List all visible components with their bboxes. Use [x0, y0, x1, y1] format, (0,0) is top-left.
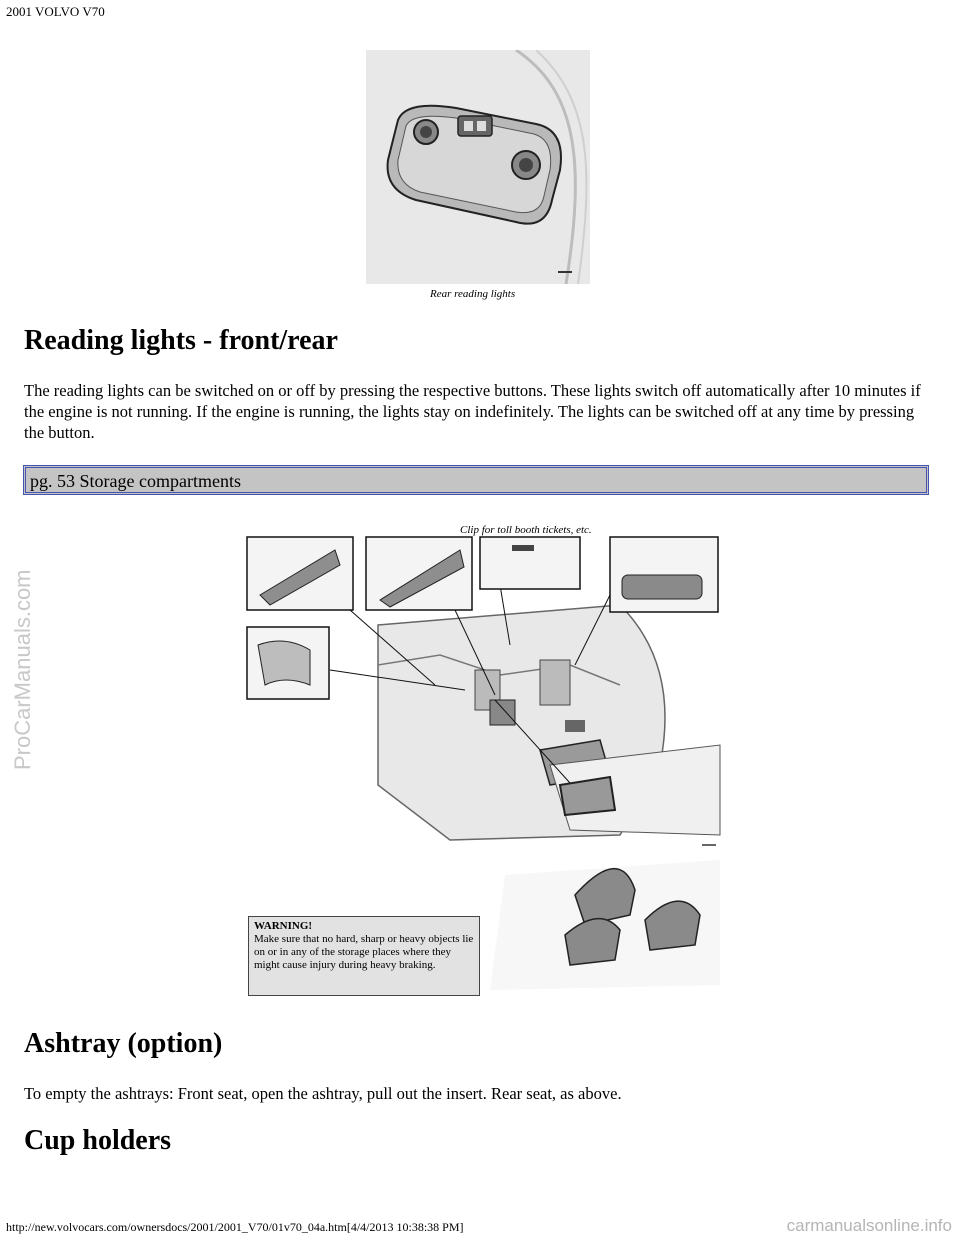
warning-box [248, 916, 480, 996]
watermark-procarmanuals: ProCarManuals.com [10, 569, 35, 770]
section-heading-reading-lights: Reading lights - front/rear [24, 325, 338, 356]
warning-text: Make sure that no hard, sharp or heavy objects lie on or in any of the storage places where they might cause injury during heavy braking. [254, 933, 474, 971]
reading-lights-paragraph: The reading lights can be switched on or off by pressing the respective buttons. These lights switch off automatically after 10 minutes if the engine is not running. If the engine is running, the lights stay on indefinitely. The lights can be switched off at any time by pressing the button. [24, 381, 921, 442]
rear-reading-lights-illustration [366, 50, 590, 302]
watermark-carmanualsonline: carmanualsonline.info [786, 1216, 952, 1235]
toll-clip-caption: Clip for toll booth tickets, etc. [460, 524, 592, 536]
section-heading-ashtray: Ashtray (option) [24, 1028, 223, 1059]
section-bar-storage [23, 465, 929, 495]
section-heading-cup-holders: Cup holders [24, 1125, 172, 1156]
ashtray-paragraph: To empty the ashtrays: Front seat, open the ashtray, pull out the insert. Rear seat, as above. [24, 1084, 622, 1103]
figure-caption: Rear reading lights [430, 288, 516, 300]
section-bar-label: pg. 53 Storage compartments [30, 471, 241, 491]
page-header: 2001 VOLVO V70 [6, 4, 105, 19]
page-footer-url: http://new.volvocars.com/ownersdocs/2001/2001_V70/01v70_04a.htm[4/4/2013 10:38:38 PM] [6, 1220, 464, 1234]
rear-reading-lights-figure [366, 50, 590, 302]
warning-title: WARNING! [254, 920, 313, 932]
